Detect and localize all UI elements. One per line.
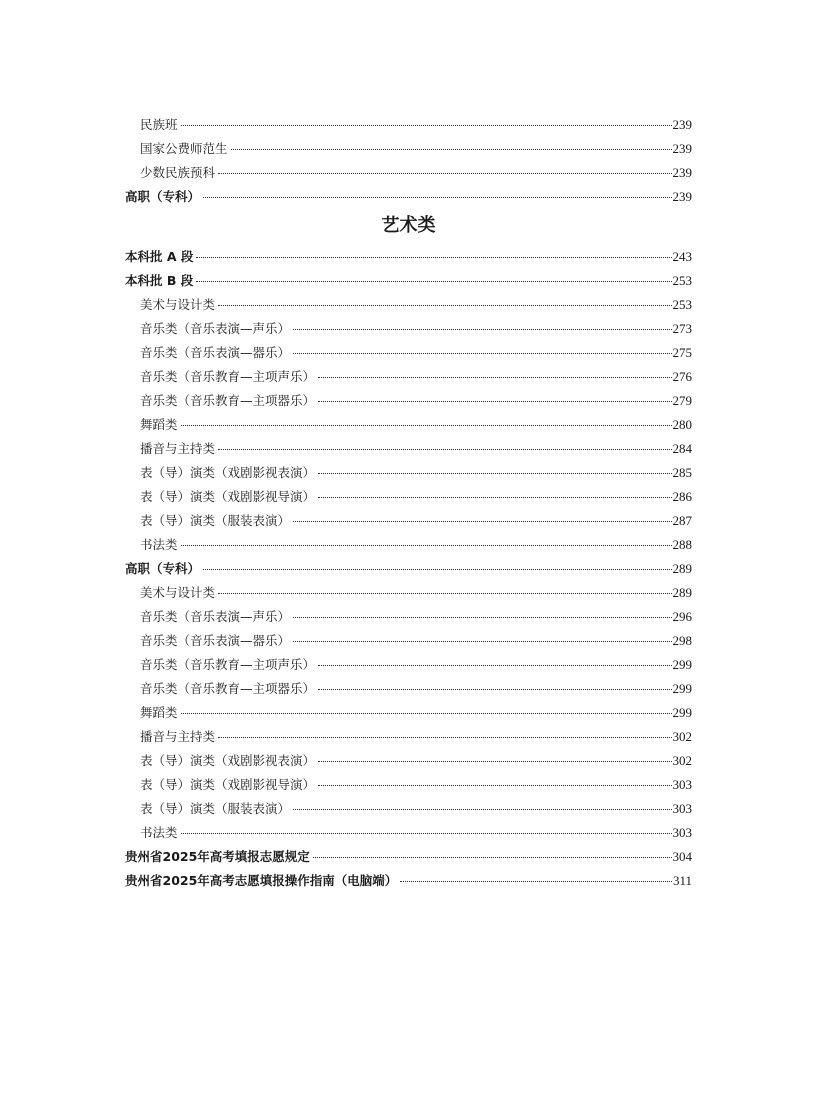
toc-entry-label: 贵州省2025年高考填报志愿规定 <box>125 849 310 864</box>
toc-entry-page-number: 299 <box>672 705 692 720</box>
toc-entry-label: 音乐类（音乐表演—声乐） <box>140 321 291 336</box>
toc-entry-label: 少数民族预科 <box>140 165 216 180</box>
dot-leader <box>181 545 672 546</box>
dot-leader <box>293 809 671 810</box>
toc-entry[interactable] <box>125 821 692 845</box>
toc-entry-label: 表（导）演类（服装表演） <box>140 513 291 528</box>
toc-entry-label: 美术与设计类 <box>140 585 216 600</box>
dot-leader <box>318 689 671 690</box>
toc-entry[interactable] <box>125 485 692 509</box>
dot-leader <box>218 173 671 174</box>
dot-leader <box>203 569 671 570</box>
dot-leader <box>318 665 671 666</box>
dot-leader <box>400 881 672 882</box>
toc-entry-label: 音乐类（音乐教育—主项声乐） <box>140 657 316 672</box>
dot-leader <box>318 497 671 498</box>
toc-entry-page-number: 280 <box>672 417 692 432</box>
toc-entry[interactable] <box>125 389 692 413</box>
dot-leader <box>196 281 671 282</box>
dot-leader <box>318 377 671 378</box>
toc-entry-label: 国家公费师范生 <box>140 141 228 156</box>
toc-entry-page-number: 302 <box>672 753 692 768</box>
toc-entry-label: 本科批 A 段 <box>125 249 194 264</box>
toc-entry[interactable] <box>125 509 692 533</box>
toc-entry[interactable] <box>125 293 692 317</box>
toc-entry-page-number: 279 <box>672 393 692 408</box>
toc-entry-page-number: 239 <box>672 117 692 132</box>
toc-entry-page-number: 285 <box>672 465 692 480</box>
table-of-contents <box>125 113 692 893</box>
dot-leader <box>231 149 672 150</box>
toc-entry-page-number: 253 <box>672 297 692 312</box>
dot-leader <box>196 257 671 258</box>
toc-entry[interactable] <box>125 869 692 893</box>
dot-leader <box>181 833 672 834</box>
toc-entry-label: 音乐类（音乐教育—主项器乐） <box>140 393 316 408</box>
toc-entry-label: 播音与主持类 <box>140 441 216 456</box>
toc-entry[interactable] <box>125 725 692 749</box>
dot-leader <box>203 197 671 198</box>
toc-entry-page-number: 243 <box>672 249 692 264</box>
toc-entry[interactable] <box>125 653 692 677</box>
toc-entry-page-number: 303 <box>672 801 692 816</box>
dot-leader <box>318 401 671 402</box>
toc-entry[interactable] <box>125 461 692 485</box>
toc-entry-page-number: 311 <box>672 873 692 888</box>
toc-entry[interactable] <box>125 557 692 581</box>
toc-entry-page-number: 239 <box>672 189 692 204</box>
toc-entry-page-number: 288 <box>672 537 692 552</box>
toc-entry-label: 音乐类（音乐教育—主项器乐） <box>140 681 316 696</box>
dot-leader <box>218 737 671 738</box>
dot-leader <box>181 125 672 126</box>
toc-entry-label: 音乐类（音乐教育—主项声乐） <box>140 369 316 384</box>
dot-leader <box>293 521 671 522</box>
toc-entry-label: 表（导）演类（戏剧影视表演） <box>140 465 316 480</box>
toc-entry-label: 表（导）演类（戏剧影视导演） <box>140 777 316 792</box>
toc-entry-label: 音乐类（音乐表演—器乐） <box>140 345 291 360</box>
dot-leader <box>293 617 671 618</box>
toc-entry-label: 书法类 <box>140 825 178 840</box>
toc-entry-page-number: 286 <box>672 489 692 504</box>
toc-entry[interactable] <box>125 437 692 461</box>
toc-entry-page-number: 303 <box>672 777 692 792</box>
dot-leader <box>293 353 671 354</box>
toc-entry[interactable] <box>125 797 692 821</box>
toc-entry[interactable] <box>125 533 692 557</box>
toc-entry-label: 播音与主持类 <box>140 729 216 744</box>
toc-top-list <box>125 113 692 209</box>
toc-entry[interactable] <box>125 113 692 137</box>
toc-entry-page-number: 253 <box>672 273 692 288</box>
toc-entry-page-number: 303 <box>672 825 692 840</box>
toc-entry-label: 本科批 B 段 <box>125 273 194 288</box>
toc-entry-label: 高职（专科） <box>125 561 201 576</box>
toc-entry[interactable] <box>125 341 692 365</box>
toc-entry-page-number: 284 <box>672 441 692 456</box>
toc-entry-page-number: 302 <box>672 729 692 744</box>
toc-entry[interactable] <box>125 773 692 797</box>
toc-entry[interactable] <box>125 845 692 869</box>
toc-entry-page-number: 299 <box>672 681 692 696</box>
dot-leader <box>218 449 671 450</box>
toc-entry[interactable] <box>125 749 692 773</box>
toc-entry-label: 表（导）演类（服装表演） <box>140 801 291 816</box>
toc-entry-page-number: 276 <box>672 369 692 384</box>
toc-entry-page-number: 289 <box>672 585 692 600</box>
dot-leader <box>318 473 671 474</box>
toc-entry-page-number: 298 <box>672 633 692 648</box>
dot-leader <box>181 425 672 426</box>
toc-entry-page-number: 289 <box>672 561 692 576</box>
toc-entry-page-number: 239 <box>672 141 692 156</box>
toc-entry[interactable] <box>125 413 692 437</box>
toc-entry[interactable] <box>125 365 692 389</box>
dot-leader <box>318 785 671 786</box>
toc-entry-label: 舞蹈类 <box>140 705 178 720</box>
toc-entry[interactable] <box>125 629 692 653</box>
toc-entry-page-number: 299 <box>672 657 692 672</box>
toc-entry-page-number: 275 <box>672 345 692 360</box>
dot-leader <box>313 857 672 858</box>
toc-entry-page-number: 296 <box>672 609 692 624</box>
toc-entry[interactable] <box>125 677 692 701</box>
toc-entry-label: 贵州省2025年高考志愿填报操作指南（电脑端） <box>125 873 398 888</box>
toc-entry[interactable] <box>125 137 692 161</box>
toc-entry-label: 表（导）演类（戏剧影视表演） <box>140 753 316 768</box>
toc-entry-label: 音乐类（音乐表演—声乐） <box>140 609 291 624</box>
toc-entry-page-number: 287 <box>672 513 692 528</box>
toc-entry[interactable] <box>125 185 692 209</box>
dot-leader <box>293 641 671 642</box>
toc-entry-label: 美术与设计类 <box>140 297 216 312</box>
toc-entry[interactable] <box>125 269 692 293</box>
section-title: 艺术类 <box>381 215 436 236</box>
toc-art-list <box>125 245 692 893</box>
toc-entry[interactable] <box>125 581 692 605</box>
toc-entry[interactable] <box>125 317 692 341</box>
toc-entry-label: 表（导）演类（戏剧影视导演） <box>140 489 316 504</box>
toc-entry-label: 舞蹈类 <box>140 417 178 432</box>
toc-entry-label: 书法类 <box>140 537 178 552</box>
toc-entry[interactable] <box>125 605 692 629</box>
toc-entry[interactable] <box>125 701 692 725</box>
toc-entry-page-number: 304 <box>672 849 692 864</box>
dot-leader <box>181 713 672 714</box>
dot-leader <box>293 329 671 330</box>
dot-leader <box>218 305 671 306</box>
toc-entry-page-number: 273 <box>672 321 692 336</box>
toc-entry[interactable] <box>125 245 692 269</box>
dot-leader <box>318 761 671 762</box>
toc-entry-label: 高职（专科） <box>125 189 201 204</box>
dot-leader <box>218 593 671 594</box>
toc-entry-label: 民族班 <box>140 117 178 132</box>
toc-entry-label: 音乐类（音乐表演—器乐） <box>140 633 291 648</box>
toc-entry-page-number: 239 <box>672 165 692 180</box>
toc-entry[interactable] <box>125 161 692 185</box>
